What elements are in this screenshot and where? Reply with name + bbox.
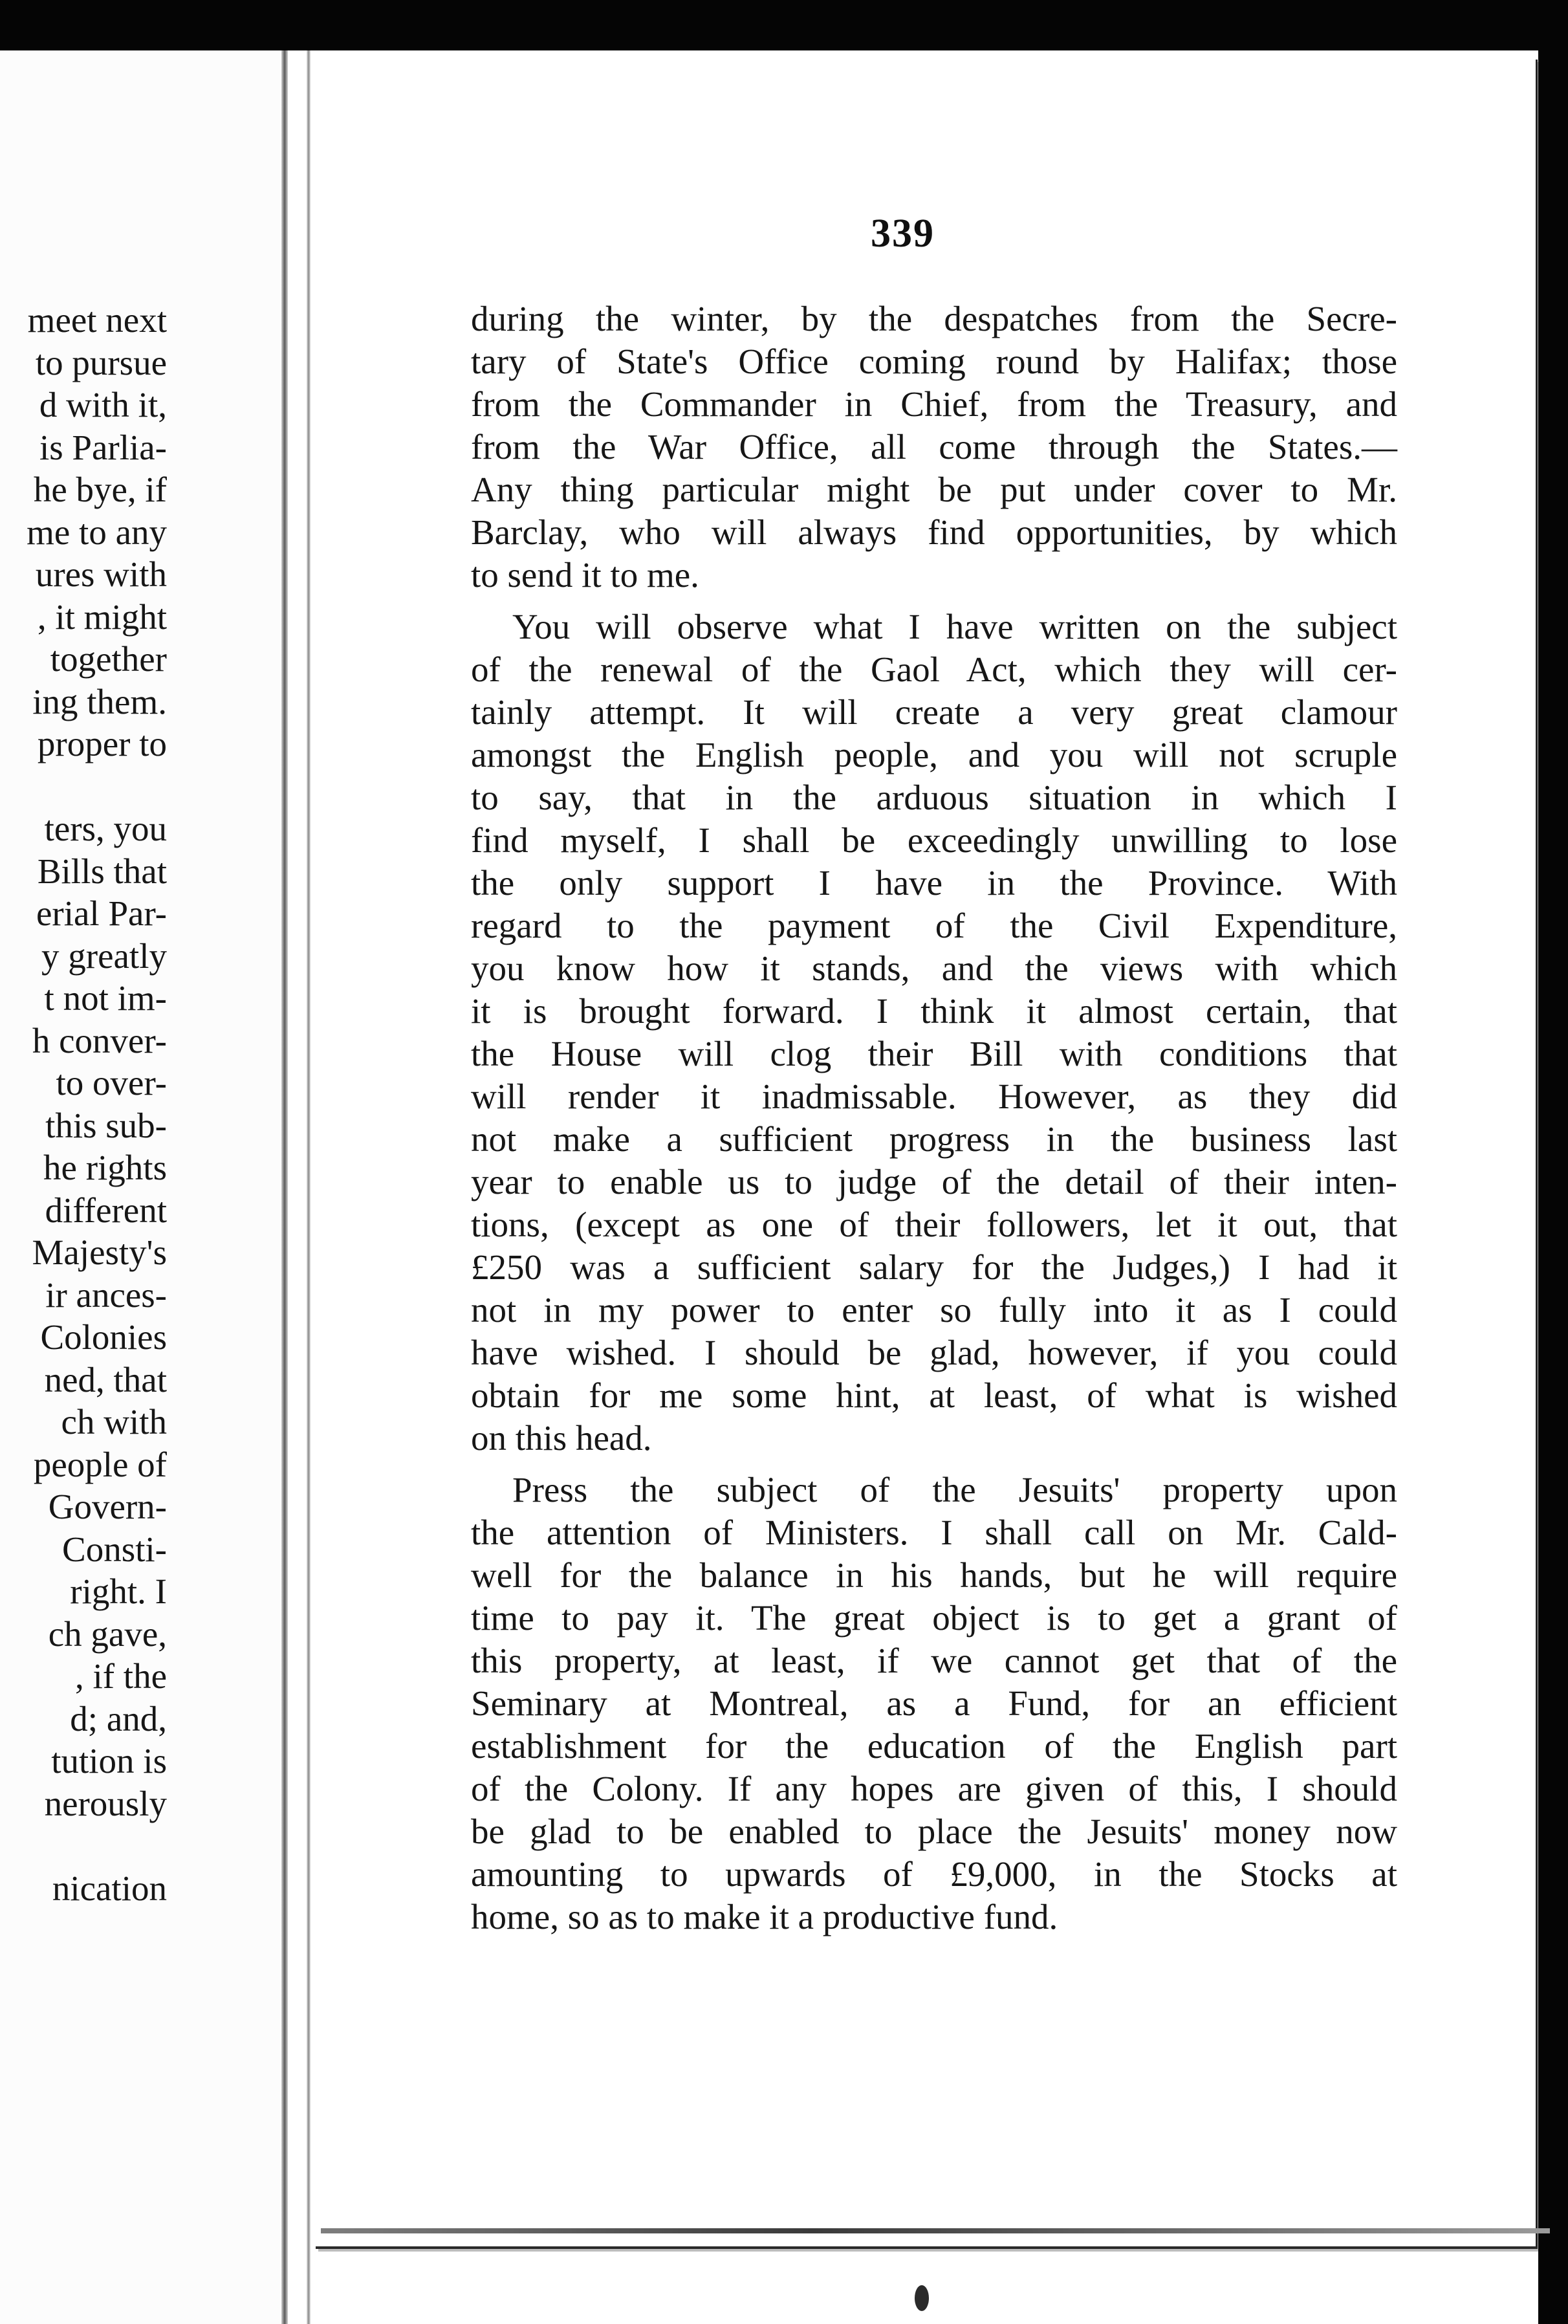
- facing-page-line: this sub-: [45, 1106, 167, 1145]
- facing-page-line: ir ances-: [45, 1275, 167, 1315]
- text-line: Seminary at Montreal, as a Fund, for an efficient: [471, 1683, 1397, 1723]
- facing-page-line: is Parlia-: [39, 428, 167, 467]
- scanner-right-border: [1538, 0, 1568, 2324]
- text-line: of the renewal of the Gaol Act, which they will cer-: [471, 650, 1397, 689]
- facing-page-line: proper to: [37, 724, 167, 763]
- facing-page-line: erial Par-: [36, 893, 167, 933]
- facing-page-line: ch with: [61, 1402, 167, 1442]
- text-line: obtain for me some hint, at least, of what is wished: [471, 1376, 1397, 1415]
- text-line: this property, at least, if we cannot get that of the: [471, 1641, 1397, 1680]
- text-line: you know how it stands, and the views with which: [471, 948, 1397, 988]
- text-line: from the War Office, all come through the States.—: [471, 427, 1397, 466]
- text-line: find myself, I shall be exceedingly unwilling to lose: [471, 820, 1397, 860]
- facing-page-line: ing them.: [32, 682, 167, 721]
- facing-page-line: meet next: [27, 300, 167, 340]
- facing-page-line: to pursue: [35, 343, 167, 382]
- facing-page-line: h conver-: [32, 1021, 167, 1060]
- facing-page-line: to over-: [56, 1063, 167, 1102]
- facing-page-line: Majesty's: [32, 1233, 167, 1272]
- facing-page-line: d; and,: [70, 1699, 167, 1738]
- text-line: home, so as to make it a productive fund.: [471, 1897, 1058, 1936]
- text-line: not make a sufficient progress in the business last: [471, 1119, 1397, 1159]
- text-line: time to pay it. The great object is to get a grant of: [471, 1598, 1397, 1638]
- text-line: not in my power to enter so fully into it as I could: [471, 1290, 1397, 1330]
- text-line: year to enable us to judge of the detail of their inten-: [471, 1162, 1397, 1201]
- facing-page-line: together: [50, 639, 167, 679]
- text-line: the only support I have in the Province. With: [471, 863, 1397, 903]
- text-line: it is brought forward. I think it almost certain, that: [471, 991, 1397, 1031]
- facing-page-line: ch gave,: [48, 1614, 167, 1654]
- facing-page-line: , it might: [37, 597, 167, 637]
- facing-page-line: Bills that: [37, 851, 167, 891]
- facing-page-line: nication: [52, 1869, 167, 1908]
- page-edge: [307, 50, 310, 2324]
- text-line: You will observe what I have written on the subject: [512, 607, 1397, 646]
- page-bottom-edge: [321, 2228, 1550, 2233]
- scanner-top-border: [0, 0, 1568, 50]
- text-line: Press the subject of the Jesuits' property upon: [512, 1470, 1397, 1509]
- text-line: the attention of Ministers. I shall call on Mr. Cald-: [471, 1513, 1397, 1552]
- facing-page-line: Colonies: [40, 1317, 167, 1357]
- text-line: of the Colony. If any hopes are given of this, I should: [471, 1769, 1397, 1808]
- facing-page-line: right. I: [70, 1572, 167, 1611]
- text-line: to say, that in the arduous situation in which I: [471, 778, 1397, 817]
- text-line: establishment for the education of the English part: [471, 1726, 1397, 1766]
- text-line: amongst the English people, and you will not scruple: [471, 735, 1397, 774]
- facing-page-line: he bye, if: [33, 470, 167, 509]
- text-line: during the winter, by the despatches from the Secre-: [471, 299, 1397, 338]
- text-line: tainly attempt. It will create a very great clamour: [471, 692, 1397, 732]
- text-line: have wished. I should be glad, however, if you could: [471, 1333, 1397, 1372]
- text-line: will render it inadmissable. However, as they did: [471, 1077, 1397, 1116]
- text-line: to send it to me.: [471, 555, 699, 595]
- facing-page-line: ned, that: [44, 1360, 167, 1399]
- text-line: on this head.: [471, 1418, 652, 1458]
- text-line: the House will clog their Bill with conditions that: [471, 1034, 1397, 1073]
- text-line: tary of State's Office coming round by Halifax; those: [471, 342, 1397, 381]
- facing-page-line: me to any: [27, 512, 167, 552]
- facing-page-line: y greatly: [41, 936, 167, 976]
- text-line: well for the balance in his hands, but he will require: [471, 1555, 1397, 1595]
- facing-page-line: different: [45, 1190, 167, 1230]
- facing-page-line: , if the: [74, 1656, 167, 1696]
- text-line: Any thing particular might be put under cover to Mr.: [471, 470, 1397, 509]
- facing-page-line: d with it,: [39, 385, 167, 424]
- facing-page-line: tution is: [51, 1741, 167, 1781]
- facing-page-line: Govern-: [48, 1487, 167, 1526]
- facing-page-line: people of: [33, 1445, 167, 1484]
- text-line: regard to the payment of the Civil Expenditure,: [471, 906, 1397, 945]
- book-gutter-shadow: [281, 50, 288, 2324]
- text-line: be glad to be enabled to place the Jesuits' money now: [471, 1812, 1397, 1851]
- facing-page-line: Consti-: [62, 1529, 167, 1569]
- facing-page-line: ures with: [35, 554, 167, 594]
- text-line: amounting to upwards of £9,000, in the Stocks at: [471, 1854, 1397, 1894]
- page-number: 339: [871, 212, 935, 256]
- text-line: tions, (except as one of their followers, let it out, that: [471, 1205, 1397, 1244]
- text-line: from the Commander in Chief, from the Treasury, and: [471, 384, 1397, 424]
- text-line: Barclay, who will always find opportunities, by which: [471, 512, 1397, 552]
- facing-page-line: ters, you: [44, 809, 167, 848]
- facing-page-line: t not im-: [44, 978, 167, 1018]
- binding-mark: [915, 2285, 929, 2311]
- text-line: £250 was a sufficient salary for the Judges,) I had it: [471, 1247, 1397, 1287]
- facing-page-line: he rights: [43, 1148, 167, 1187]
- facing-page-line: nerously: [44, 1784, 167, 1823]
